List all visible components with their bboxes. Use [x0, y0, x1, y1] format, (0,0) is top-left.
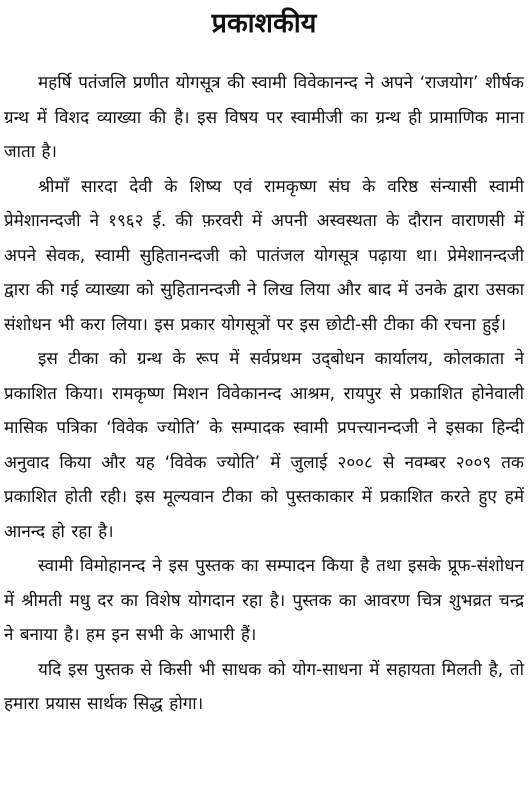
paragraph-1-text: महर्षि पतंजलि प्रणीत योगसूत्र की स्वामी विवेकानन्द ने अपने ‘राजयोग’ शीर्षक ग्रन्थ में विशद व्याख्या की है। इस विषय पर स्वामीजी का ग्रन्थ ही प्रामाणिक माना जाता है।	[4, 73, 524, 162]
paragraph-4	[4, 549, 524, 653]
paragraph-3	[4, 342, 524, 549]
page-title: प्रकाशकीय	[211, 8, 317, 39]
paragraph-5	[4, 653, 524, 722]
paragraph-2	[4, 170, 524, 343]
paragraph-2-text: श्रीमाँ सारदा देवी के शिष्य एवं रामकृष्ण संघ के वरिष्ठ संन्यासी स्वामी प्रेमेशानन्दजी ने १९६२ ई. की फ़रवरी में अपनी अस्वस्थता के दौरान वाराणसी में अपने सेवक, स्वामी सुहितानन्दजी को पातंजल योगसूत्र पढ़ाया था। प्रेमेशानन्दजी द्वारा की गई व्याख्या को सुहितानन्दजी ने लिख लिया और बाद में उनके द्वारा उसका संशोधन भी करा लिया। इस प्रकार योगसूत्रों पर इस छोटी-सी टीका की रचना हुई।	[4, 176, 524, 335]
paragraph-4-text: स्वामी विमोहानन्द ने इस पुस्तक का सम्पादन किया है तथा इसके प्रूफ-संशोधन में श्रीमती मधु दर का विशेष योगदान रहा है। पुस्तक का आवरण चित्र शुभव्रत चन्द्र ने बनाया है। हम इन सभी के आभारी हैं।	[4, 556, 524, 645]
body-text	[4, 66, 524, 722]
paragraph-5-text: यदि इस पुस्तक से किसी भी साधक को योग-साधना में सहायता मिलती है, तो हमारा प्रयास सार्थक सिद्ध होगा।	[4, 659, 524, 714]
paragraph-3-text: इस टीका को ग्रन्थ के रूप में सर्वप्रथम उद्‌बोधन कार्यालय, कोलकाता ने प्रकाशित किया। रामकृष्ण मिशन विवेकानन्द आश्रम, रायपुर से प्रकाशित होनेवाली मासिक पत्रिका ‘विवेक ज्योति’ के सम्पादक स्वामी प्रपत्त्यानन्दजी ने इसका हिन्दी अनुवाद किया और यह ‘विवेक ज्योति’ में जुलाई २००८ से नवम्बर २००९ तक प्रकाशित होती रही। इस मूल्यवान टीका को पुस्तकाकार में प्रकाशित करते हुए हमें आनन्द हो रहा है।	[4, 349, 525, 542]
paragraph-1	[4, 66, 524, 170]
